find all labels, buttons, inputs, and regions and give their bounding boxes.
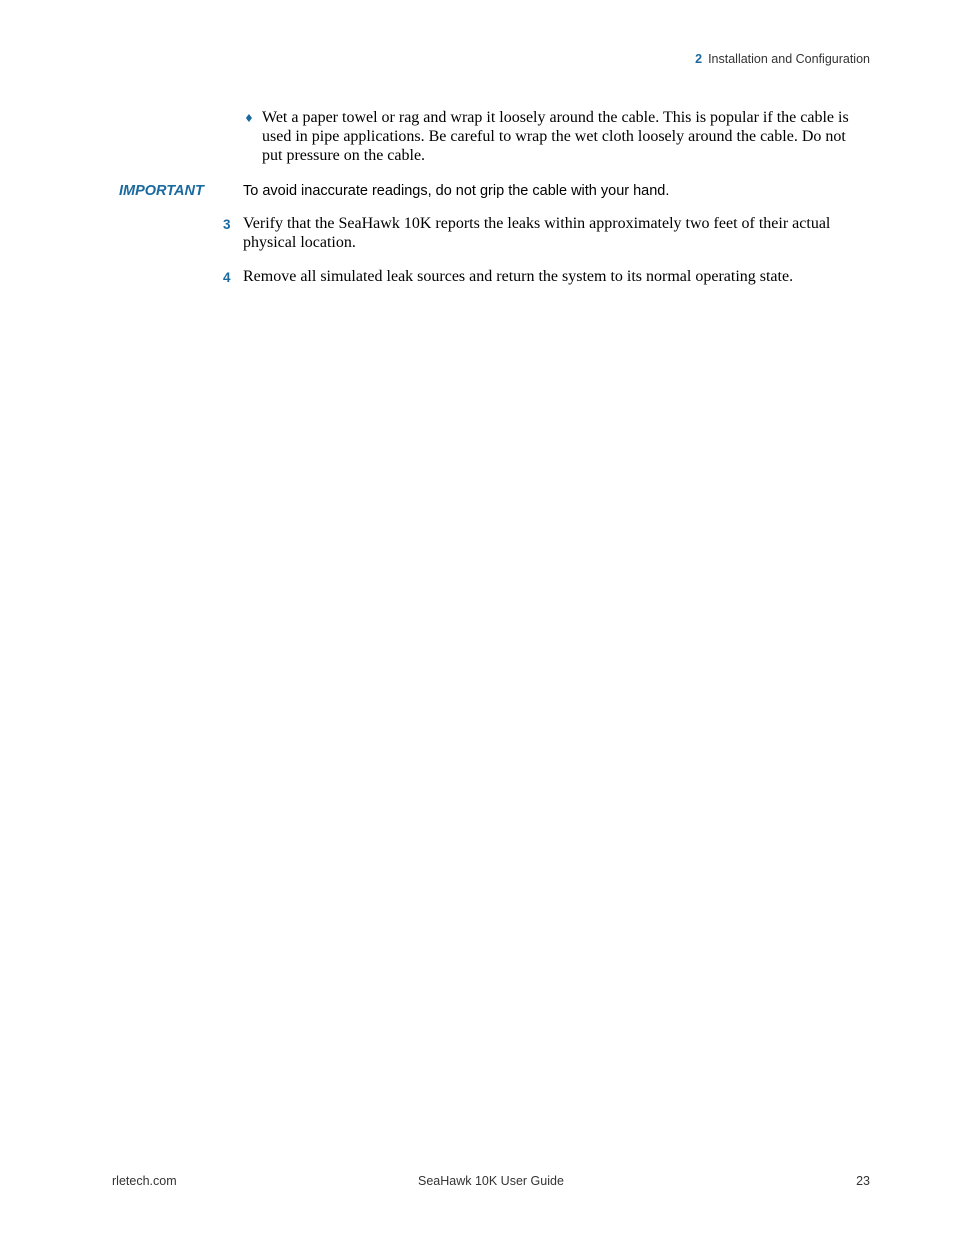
bullet-item	[244, 108, 870, 165]
footer-page-number: 23	[856, 1174, 870, 1188]
chapter-title: Installation and Configuration	[708, 52, 870, 66]
step-text: Verify that the SeaHawk 10K reports the leaks within approximately two feet of their actual physical location.	[243, 215, 831, 251]
bullet-text: Wet a paper towel or rag and wrap it loosely around the cable. This is popular if the cable is used in pipe applications. Be careful to wrap the wet cloth loosely around the cable. Do not put pressure on the cable.	[262, 109, 849, 164]
important-text: To avoid inaccurate readings, do not grip the cable with your hand.	[243, 183, 670, 199]
step-item-4	[223, 267, 873, 286]
step-item-3	[223, 214, 873, 252]
footer-document-title: SeaHawk 10K User Guide	[418, 1174, 564, 1188]
page-header	[695, 52, 870, 66]
step-number: 3	[223, 217, 231, 232]
chapter-number: 2	[695, 52, 703, 66]
important-label: IMPORTANT	[119, 183, 204, 199]
page-footer	[112, 1174, 870, 1190]
step-text: Remove all simulated leak sources and return the system to its normal operating state.	[243, 268, 794, 285]
step-number: 4	[223, 270, 231, 285]
diamond-bullet-icon: ♦	[244, 112, 254, 125]
footer-website: rletech.com	[112, 1174, 177, 1188]
